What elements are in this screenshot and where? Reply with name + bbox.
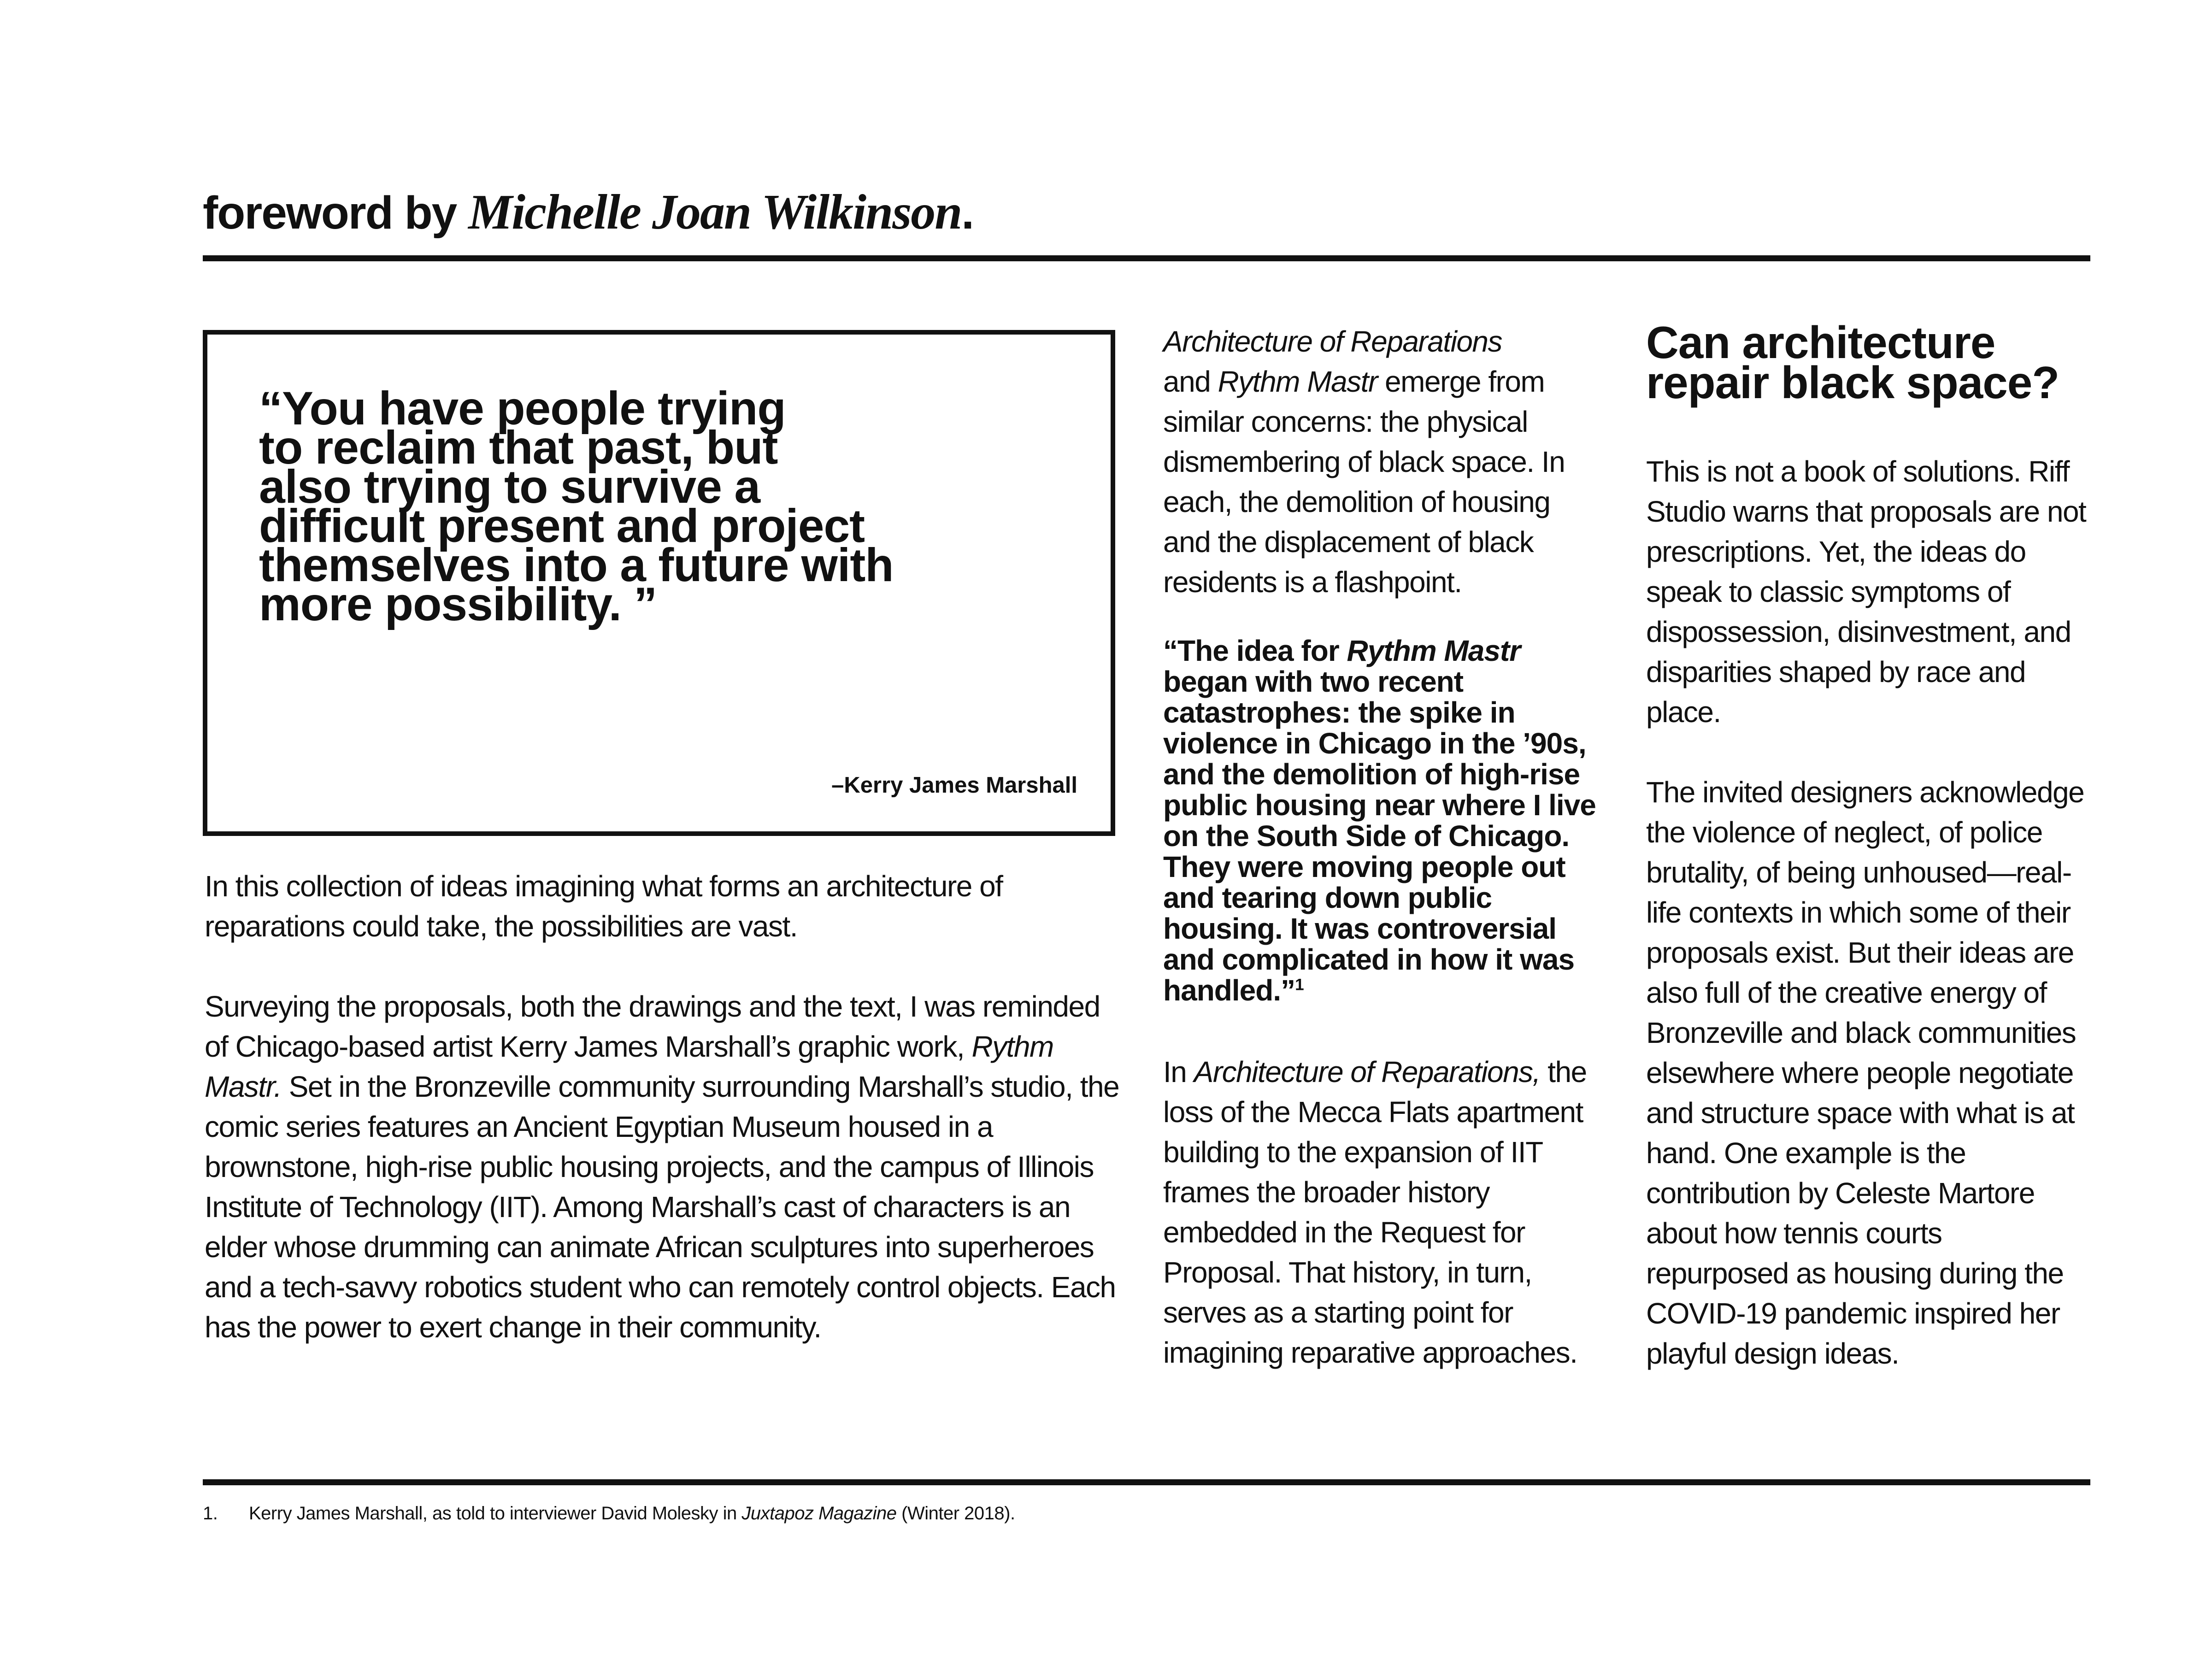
- col2-p3-text-b: the loss of the Mecca Flats apartment building to the expansion of IIT frames the broader history embedded in the Request for Proposal. That history, in turn, serves as a starting point for imagining reparative approaches.: [1163, 1055, 1587, 1369]
- col1-paragraph-2: [205, 987, 1122, 1347]
- col1-p2-work-title: Rythm Mastr.: [205, 1030, 1053, 1103]
- footnote-number: 1.: [203, 1503, 218, 1524]
- footnote-text-a: Kerry James Marshall, as told to interviewer David Molesky in: [249, 1503, 742, 1524]
- col1-paragraph-1: In this collection of ideas imagining what forms an architecture of reparations could take, the possibilities are vast.: [205, 870, 1003, 943]
- pull-quote-box: [203, 330, 1115, 836]
- column-3: [1646, 452, 2088, 1374]
- col2-paragraph-3: [1163, 1052, 1601, 1373]
- pull-quote-line: to reclaim that past, but: [259, 421, 778, 474]
- title-prefix: foreword by: [203, 187, 469, 239]
- col2-p1-work-2: Rythm Mastr: [1218, 365, 1377, 398]
- col2-quote-text-b: began with two recent catastrophes: the spike in violence in Chicago in the ’90s, and the demolition of high-rise public housing near where I live on the South Side of Chicago. They were moving people out and tearing down public housing. It was controversial and complicated in how it was handled.”: [1163, 665, 1596, 1007]
- title-suffix: .: [961, 187, 974, 239]
- col2-marshall-quote: [1163, 635, 1601, 1006]
- pull-quote-line: also trying to survive a: [259, 460, 760, 513]
- col2-p3-text-a: In: [1163, 1055, 1194, 1088]
- col2-p3-work: Architecture of Reparations,: [1194, 1055, 1540, 1088]
- pull-quote-line: difficult present and project: [259, 500, 865, 552]
- column-1: [205, 866, 1122, 1347]
- pull-quote-attribution: –Kerry James Marshall: [831, 773, 1077, 798]
- col2-quote-text-a: “The idea for: [1163, 634, 1347, 667]
- col1-p2-text-b: Set in the Bronzeville community surrounding Marshall’s studio, the comic series features an Ancient Egyptian Museum housed in a brownstone, high-rise public housing projects, and the campus of Illinois Institute of Technology (IIT). Among Marshall’s cast of characters is an elder whose drumming can animate African sculptures into superheroes and a tech-savvy robotics student who can remotely control objects. Each has the power to exert change in their community.: [205, 1070, 1119, 1344]
- pull-quote-line: “You have people trying: [259, 382, 786, 435]
- col1-p2-text-a: Surveying the proposals, both the drawings and the text, I was reminded of Chicago-based artist Kerry James Marshall’s graphic work,: [205, 990, 1100, 1063]
- pull-quote-line: themselves into a future with: [259, 539, 894, 591]
- col3-heading: Can architecture repair black space?: [1646, 317, 2059, 408]
- title-author: Michelle Joan Wilkinson: [468, 185, 962, 240]
- page-title: [203, 182, 973, 242]
- col2-p1-text-b: emerge from similar concerns: the physical dismembering of black space. In each, the demolition of housing and the displacement of black residents is a flashpoint.: [1163, 365, 1565, 599]
- pull-quote-text: [259, 382, 895, 630]
- footer-rule: [203, 1479, 2090, 1485]
- footnote-publication: Juxtapoz Magazine: [741, 1503, 897, 1524]
- footnote-ref: 1: [1295, 976, 1304, 994]
- col3-paragraph-1: This is not a book of solutions. Riff Studio warns that proposals are not prescriptions. Yet, the ideas do speak to classic symptoms of dispossession, disinvestment, and disparities shaped by race and place.: [1646, 455, 2086, 729]
- col2-paragraph-1: [1163, 322, 1601, 602]
- col3-paragraph-2: The invited designers acknowledge the violence of neglect, of police brutality, of being unhoused—real-life contexts in which some of their proposals exist. But their ideas are also full of the creative energy of Bronzeville and black communities elsewhere where people negotiate and structure space with what is at hand. One example is the contribution by Celeste Martore about how tennis courts repurposed as housing during the COVID-19 pandemic inspired her playful design ideas.: [1646, 776, 2084, 1370]
- col2-quote-work: Rythm Mastr: [1347, 634, 1521, 667]
- column-2: [1163, 322, 1601, 1373]
- pull-quote-line: more possibility. ”: [259, 578, 657, 630]
- col2-p1-text-a: and: [1163, 365, 1218, 398]
- header-rule: [203, 255, 2090, 261]
- footnote-text-b: (Winter 2018).: [896, 1503, 1015, 1524]
- col2-p1-work-1: Architecture of Reparations: [1163, 325, 1502, 358]
- footnote: [203, 1503, 1015, 1524]
